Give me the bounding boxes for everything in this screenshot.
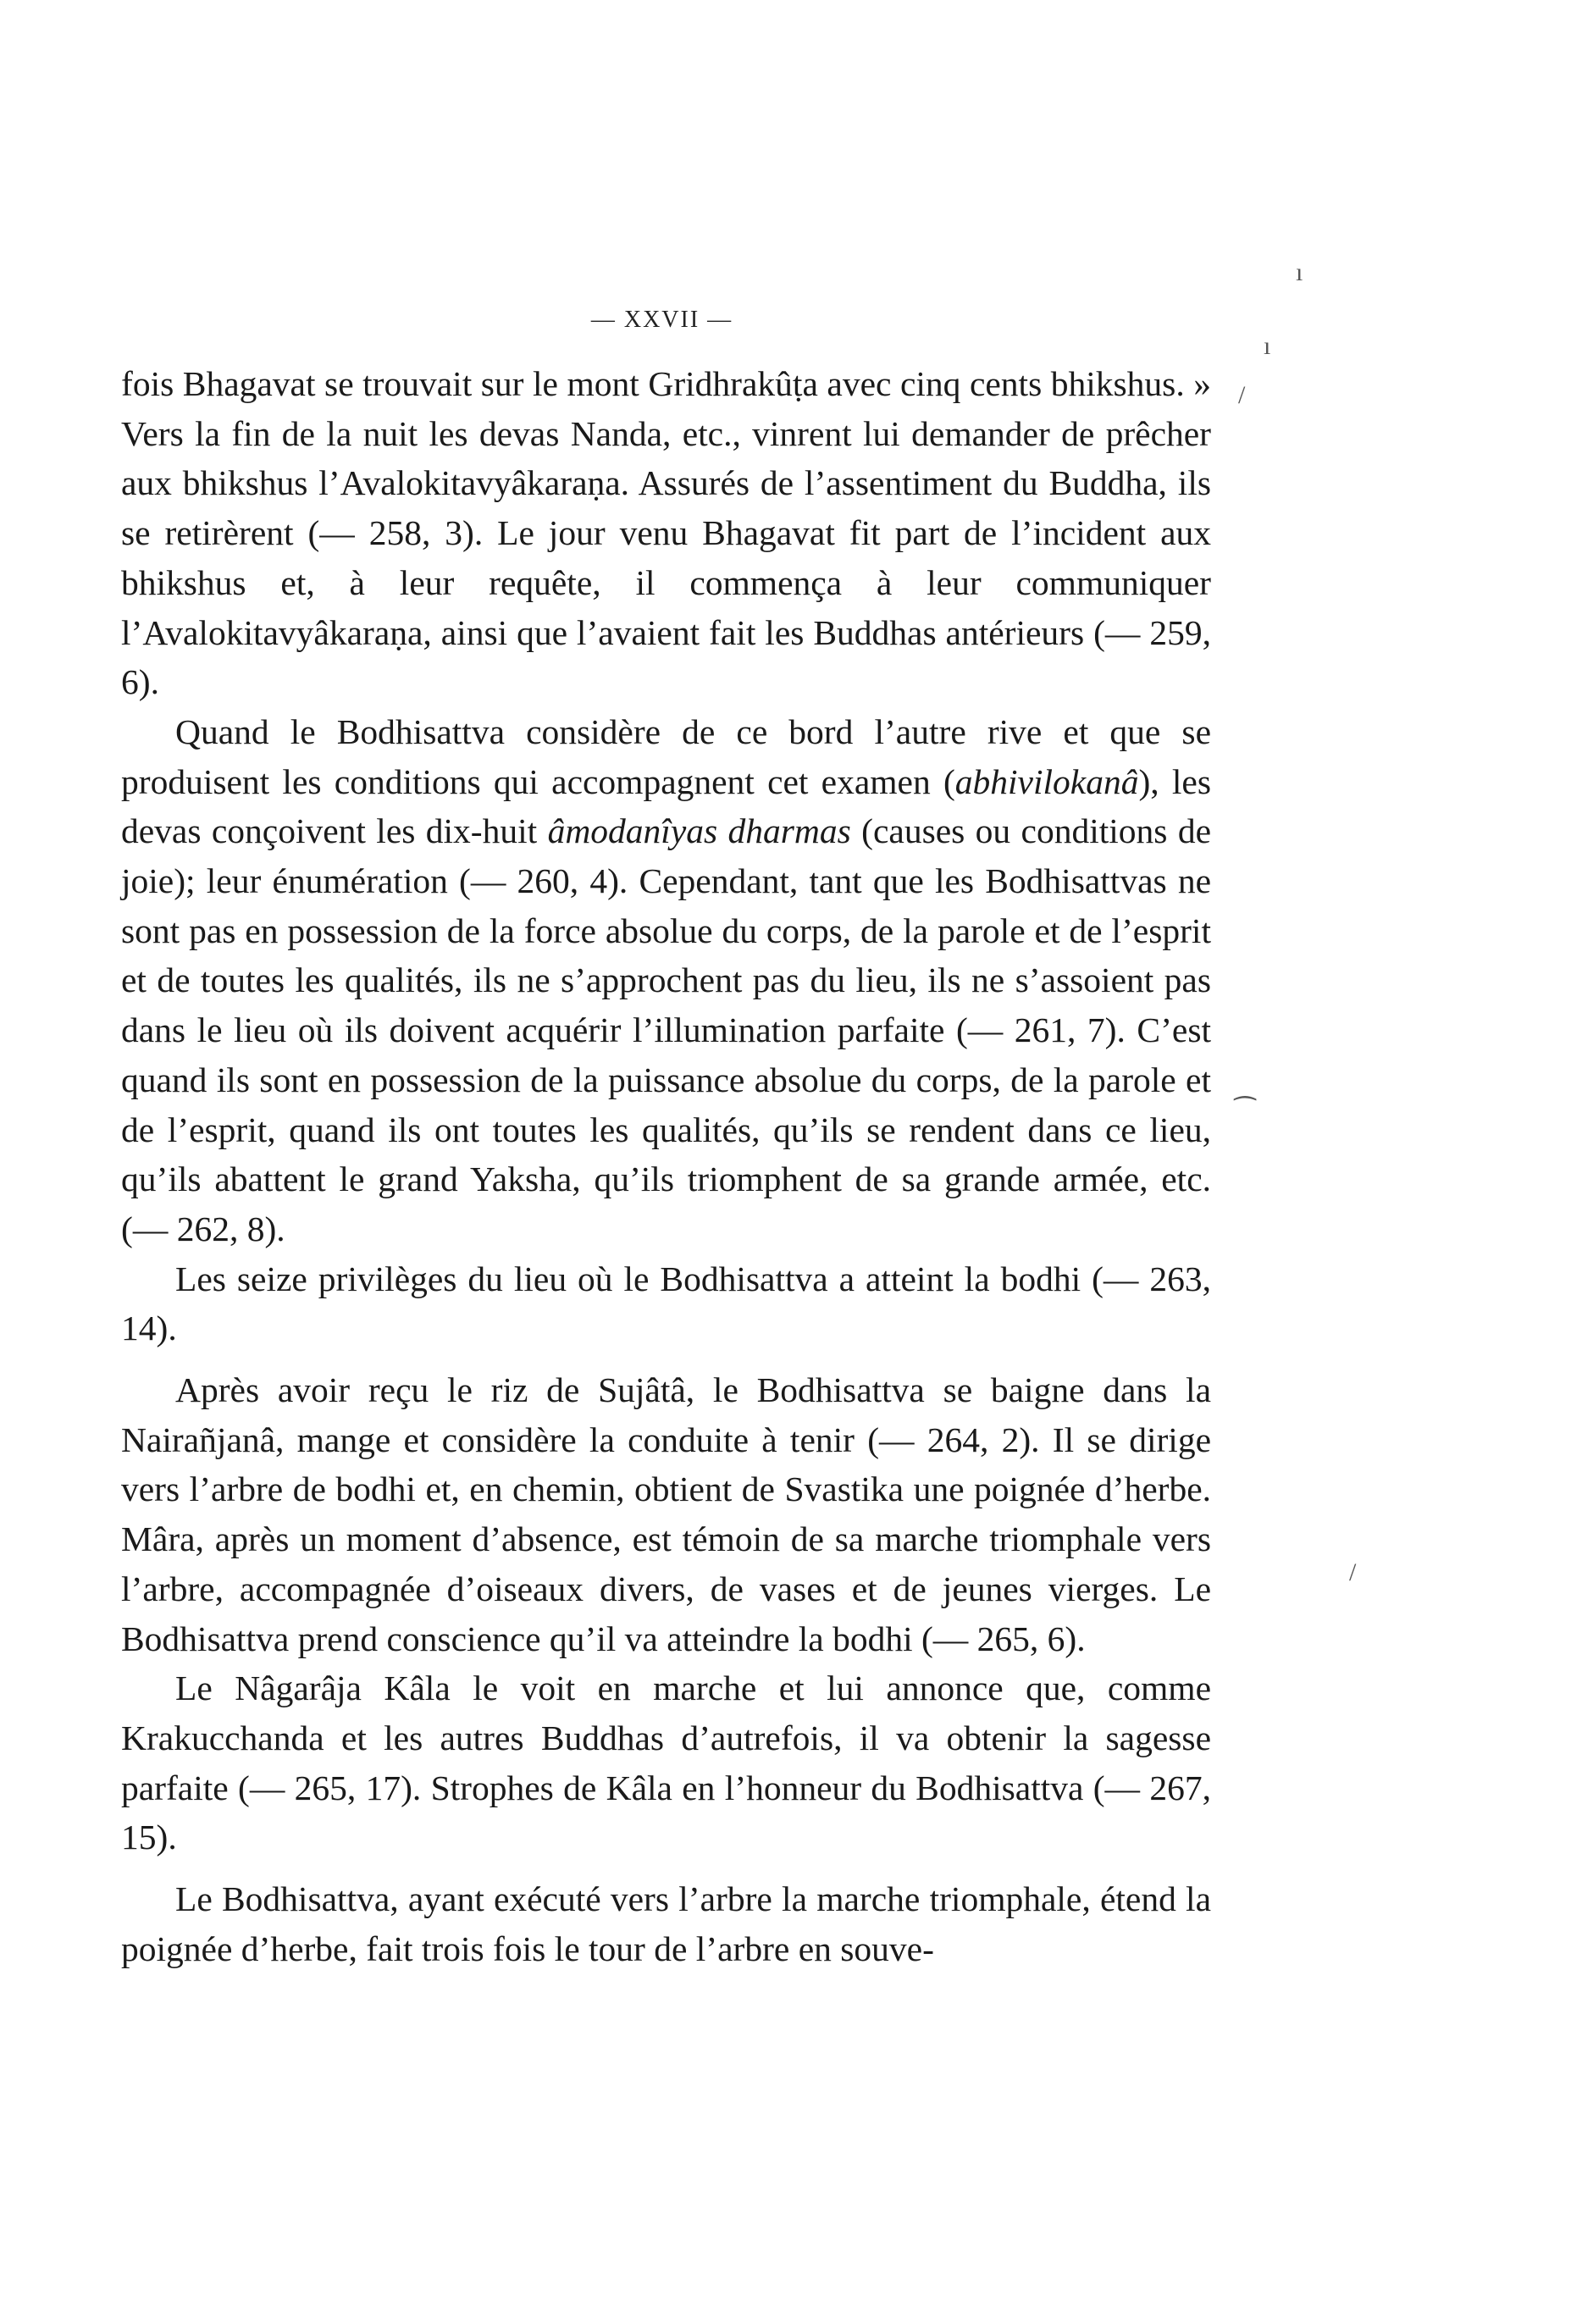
paragraph (121, 1365, 1211, 1663)
paragraph (121, 359, 1211, 707)
paragraph (121, 1254, 1211, 1353)
paragraph-text: Quand le Bodhisattva considère de ce bord l’autre rive et que se produisent les conditions qui accompagnent cet examen ( (121, 711, 1211, 801)
paragraph-text: Le Nâgarâja Kâla le voit en marche et lui annonce que, comme Krakucchanda et les autres Buddhas d’autrefois, il va obtenir la sagesse parfaite (— 265, 17). Strophes de Kâla en l’honneur du Bodhisattva (— 267, 15). (121, 1668, 1211, 1857)
scan-mark: / (1349, 1558, 1357, 1586)
paragraph-text: Après avoir reçu le riz de Sujâtâ, le Bodhisattva se baigne dans la Nairañjanâ, mange et considère la conduite à tenir (— 264, 2). Il se dirige vers l’arbre de bodhi et, en chemin, obtient de Svastika une poignée d’herbe. Mâra, après un moment d’absence, est témoin de sa marche triomphale vers l’arbre, accompagnée d’oiseaux divers, de vases et de jeunes vierges. Le Bodhisattva prend conscience qu’il va atteindre la bodhi (— 265, 6). (121, 1370, 1211, 1658)
paragraph (121, 707, 1211, 1254)
paragraph-text: fois Bhagavat se trouvait sur le mont Gridhrakûṭa avec cinq cents bhikshus. » Vers la fin de la nuit les devas Nanda, etc., vinrent lui demander de prêcher aux bhikshus l’Avalokitavyâkaraṇa. Assurés de l’assentiment du Buddha, ils se retirèrent (— 258, 3). Le jour venu Bhagavat fit part de l’incident aux bhikshus et, à leur requête, il commença à leur communiquer l’Avalokitavyâkaraṇa, ainsi que l’avaient fait les Buddhas antérieurs (— 259, 6). (121, 364, 1211, 702)
scan-mark: ı (1296, 258, 1303, 286)
scan-mark: / (1238, 381, 1246, 409)
sanskrit-term: âmodanîyas dharmas (547, 811, 851, 851)
paragraph (121, 1874, 1211, 1973)
paragraph-text: Le Bodhisattva, ayant exécuté vers l’arbre la marche triomphale, étend la poignée d’herbe, fait trois fois le tour de l’arbre en souve- (121, 1879, 1211, 1968)
page-number: — XXVII — (590, 307, 733, 333)
body-text (121, 359, 1211, 1974)
paragraph (121, 1663, 1211, 1862)
paragraph-text: (causes ou conditions de joie); leur énumération (— 260, 4). Cependant, tant que les Bodhisattvas ne sont pas en possession de la force absolue du corps, de la parole et de l’esprit et de toutes les qualités, ils ne s’approchent pas du lieu, ils ne s’assoient pas dans le lieu où ils doivent acquérir l’illumination parfaite (— 261, 7). C’est quand ils sont en possession de la puissance absolue du corps, de la parole et de l’esprit, quand ils ont toutes les qualités, qu’ils se rendent dans ce lieu, qu’ils abattent le grand Yaksha, qu’ils triomphent de sa grande armée, etc. (— 262, 8). (121, 811, 1211, 1248)
paragraph-text: ), les devas conçoivent les dix-huit (121, 761, 1211, 851)
scan-mark: ı (1264, 332, 1271, 360)
paragraph-text: Les seize privilèges du lieu où le Bodhisattva a atteint la bodhi (— 263, 14). (121, 1259, 1211, 1348)
sanskrit-term: abhivilokanâ (954, 761, 1139, 801)
scan-mark: ⁀ (1235, 1098, 1256, 1126)
